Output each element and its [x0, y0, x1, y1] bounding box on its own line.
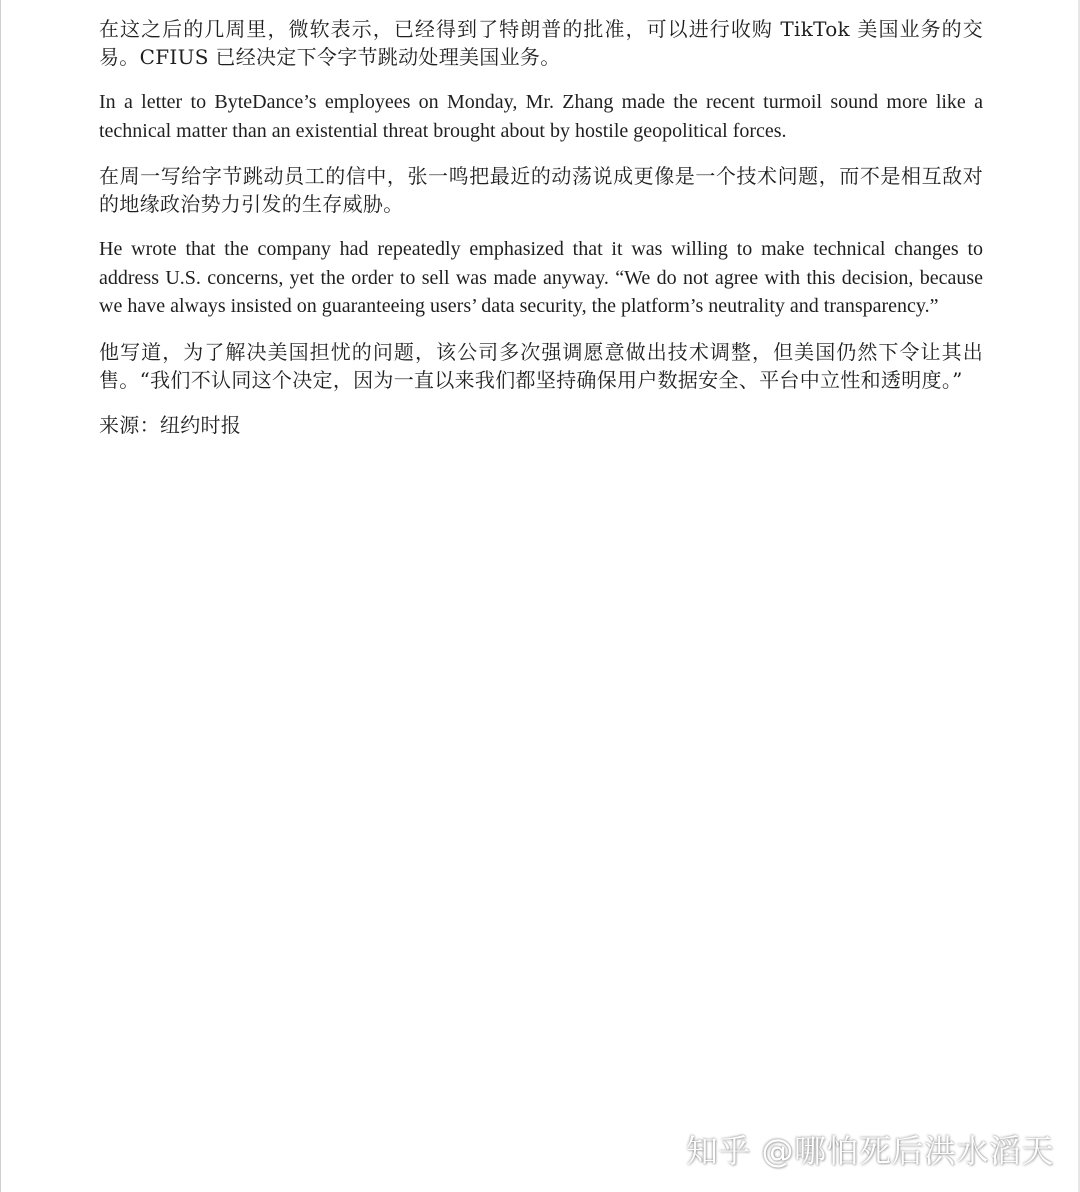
page-left-edge [0, 0, 1, 1192]
paragraph-en-2: He wrote that the company had repeatedly emphasized that it was willing to make technical changes to address U.S. concerns, yet the order to sell was made anyway. “We do not agree with this decision, because we have always insisted on guaranteeing users’ data security, the platform’s neutrality and transparency.” [99, 238, 983, 317]
article-body [99, 15, 983, 456]
paragraph-zh-1: 在这之后的几周里，微软表示，已经得到了特朗普的批准，可以进行收购 TikTok 美国业务的交易。CFIUS 已经决定下令字节跳动处理美国业务。 [99, 17, 983, 69]
paragraph-zh-2: 在周一写给字节跳动员工的信中，张一鸣把最近的动荡说成更像是一个技术问题，而不是相互敌对的地缘政治势力引发的生存威胁。 [99, 164, 983, 216]
paragraph-zh-3: 他写道，为了解决美国担忧的问题，该公司多次强调愿意做出技术调整，但美国仍然下令让其出售。“我们不认同这个决定，因为一直以来我们都坚持确保用户数据安全、平台中立性和透明度。” [99, 339, 983, 392]
source-attribution: 来源：纽约时报 [99, 412, 242, 437]
zhihu-watermark: 知乎 @哪怕死后洪水滔天 [685, 1132, 1054, 1170]
paragraph-en-1: In a letter to ByteDance’s employees on Monday, Mr. Zhang made the recent turmoil sound more like a technical matter than an existential threat brought about by hostile geopolitical forces. [99, 91, 983, 142]
